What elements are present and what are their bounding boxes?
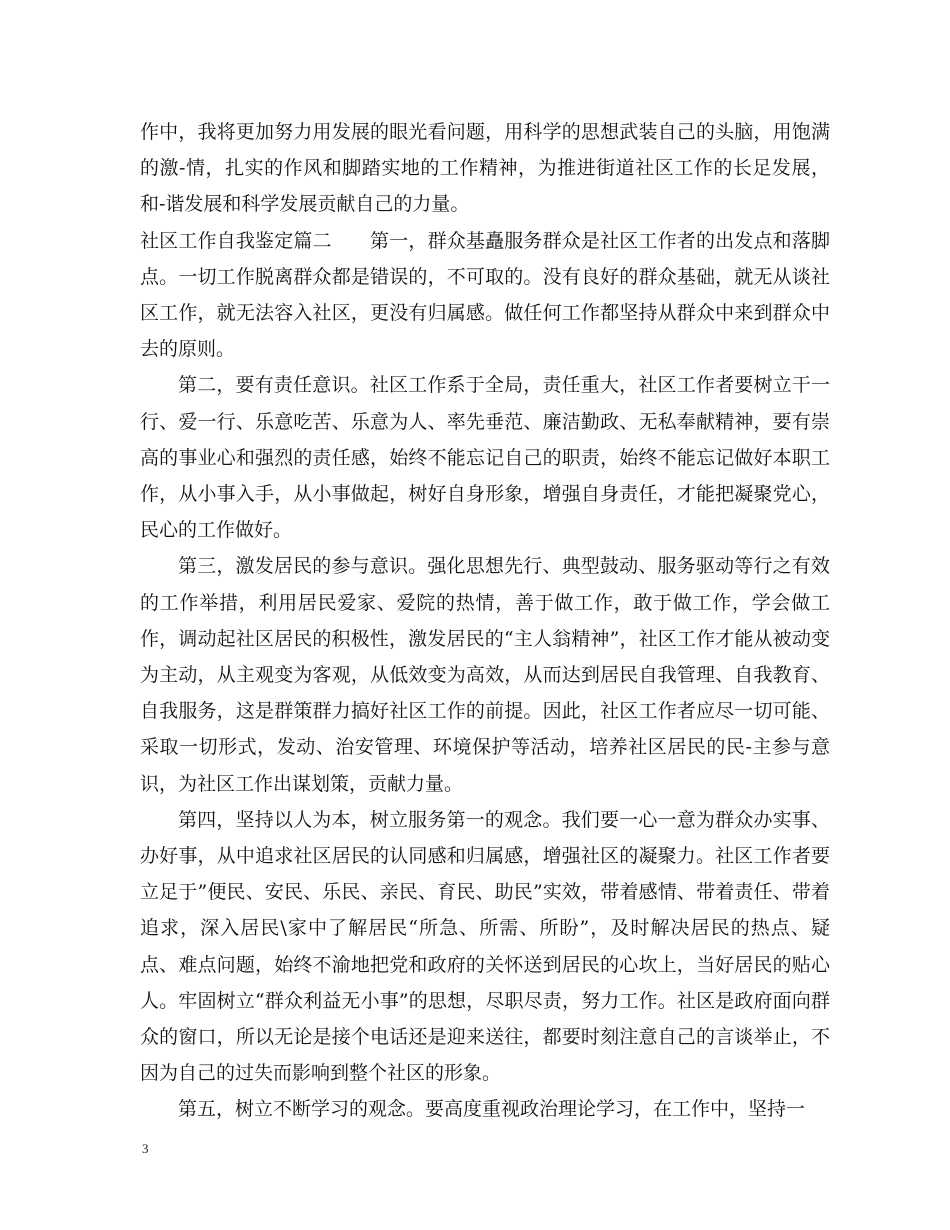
paragraph-fifth-point: 第五，树立不断学习的观念。要高度重视政治理论学习，在工作中，坚持一 <box>178 1098 806 1121</box>
paragraph-second-point: 第二，要有责任意识。社区工作系于全局，责任重大，社区工作者要树立干一行、爱一行、乐意吃苦、乐意为人、率先垂范、廉洁勤政、无私奉献精神，要有崇高的事业心和强烈的责任感，始终不能忘记自己的职责，始终不能忘记做好本职工作，从小事入手，从小事做起，树好自身形象，增强自身责任，才能把凝聚党心，民心的工作做好。 <box>140 374 830 542</box>
paragraph-third-point: 第三，激发居民的参与意识。强化思想先行、典型鼓动、服务驱动等行之有效的工作举措，利用居民爱家、爱院的热情，善于做工作，敢于做工作，学会做工作，调动起社区居民的积极性，激发居民的“主人翁精神”，社区工作才能从被动变为主动，从主观变为客观，从低效变为高效，从而达到居民自我管理、自我教育、自我服务，这是群策群力搞好社区工作的前提。因此，社区工作者应尽一切可能、采取一切形式，发动、治安管理、环境保护等活动，培养社区居民的民-主参与意识，为社区工作出谋划策，贡献力量。 <box>140 555 830 795</box>
paragraph-fourth-point: 第四，坚持以人为本，树立服务第一的观念。我们要一心一意为群众办实事、办好事，从中追求社区居民的认同感和归属感，增强社区的凝聚力。社区工作者要立足于”便民、安民、乐民、亲民、育民、助民”实效，带着感情、带着责任、带着追求，深入居民\家中了解居民“所急、所需、所盼”，及时解决居民的热点、疑点、难点问题，始终不渝地把党和政府的关怀送到居民的心坎上，当好居民的贴心人。牢固树立“群众利益无小事”的思想，尽职尽责，努力工作。社区是政府面向群众的窗口，所以无论是接个电话还是迎来送往，都要时刻注意自己的言谈举止，不因为自己的过失而影响到整个社区的形象。 <box>140 808 830 1085</box>
document-body <box>140 114 830 1128</box>
paragraph-continuation: 作中，我将更加努力用发展的眼光看问题，用科学的思想武装自己的头脑，用饱满的激-情，扎实的作风和脚踏实地的工作精神，为推进街道社区工作的长足发展，和-谐发展和科学发展贡献自己的力量。 <box>140 121 830 216</box>
paragraph-section-heading-first-point: 社区工作自我鉴定篇二 第一，群众基矗服务群众是社区工作者的出发点和落脚点。一切工作脱离群众都是错误的，不可取的。没有良好的群众基础，就无从谈社区工作，就无法容入社区，更没有归属感。做任何工作都坚持从群众中来到群众中去的原则。 <box>140 229 830 361</box>
page-number: 3 <box>142 1141 149 1156</box>
